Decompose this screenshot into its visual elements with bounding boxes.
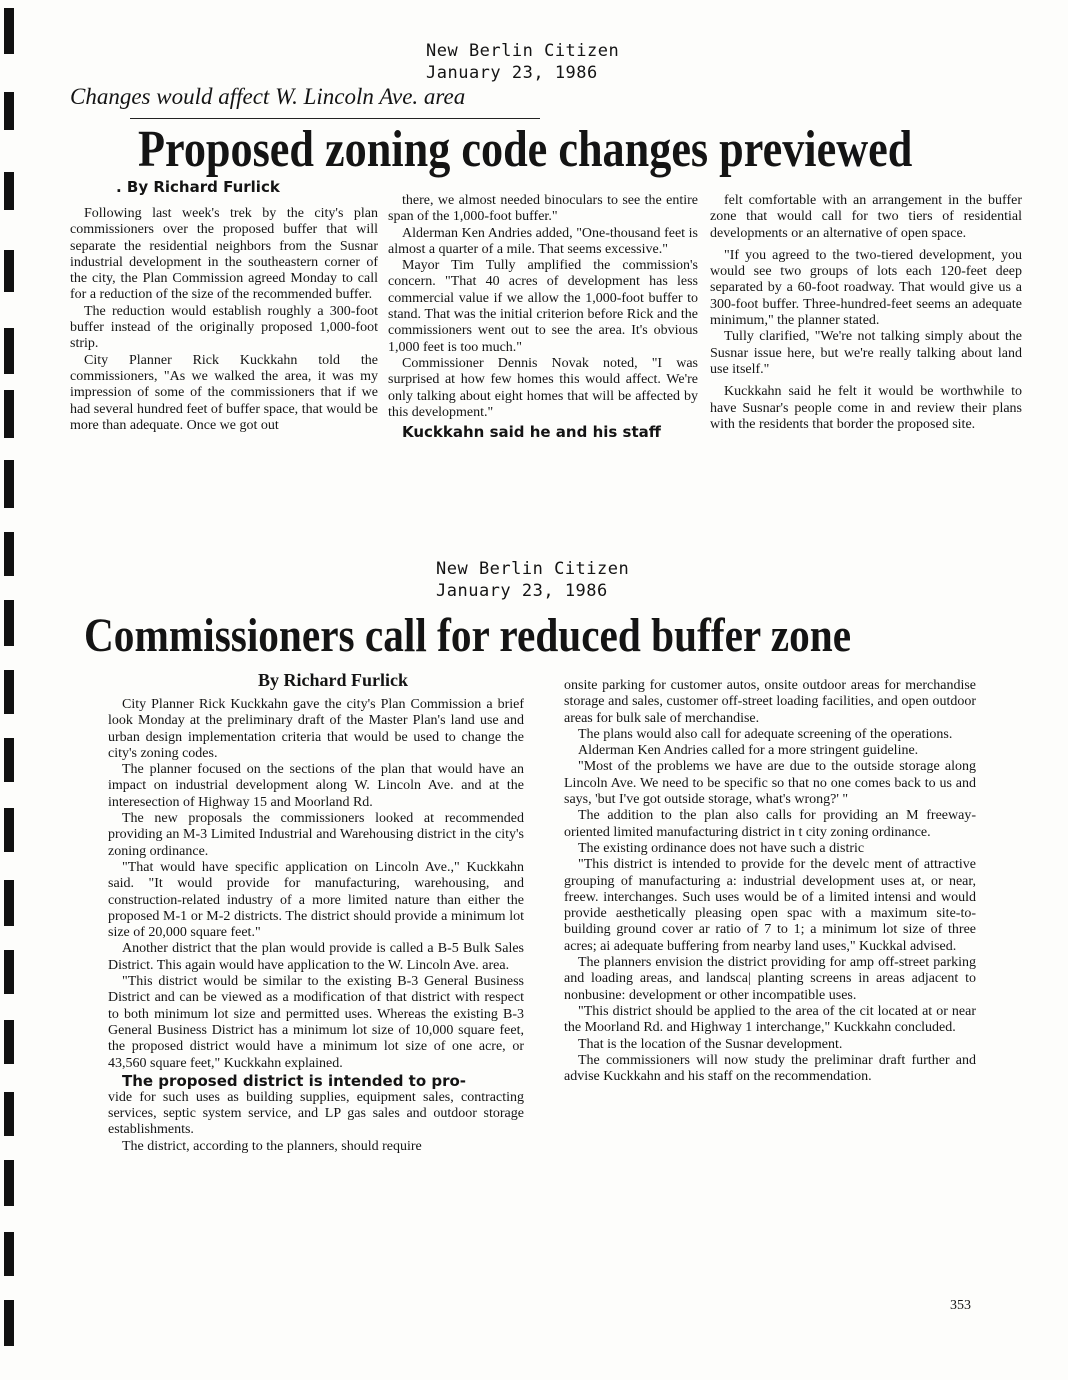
paragraph: City Planner Rick Kuckkahn told the commissioners, "As we walked the area, it was my impression of some of the commissioners that if we had several hundred feet of buffer space, that would be more than adequate. Once we got out [70,352,378,433]
paragraph: "Most of the problems we have are due to the outside storage along Lincoln Ave. We need to be specific so that no one comes back to us and says, 'but I've got outside storage, what's wrong?' " [564,759,976,808]
page-number: 353 [950,1298,971,1313]
binding-mark [4,532,14,576]
bold-lead: Kuckkahn said he and his staff [402,423,661,442]
paragraph: The district, according to the planners, should require [122,1138,422,1154]
date-label: January 23, 1986 [426,63,598,83]
paragraph: The reduction would establish roughly a 300-foot buffer instead of the originally proposed 1,000-foot strip. [70,303,378,352]
paragraph: The planners envision the district providing for amp off-street parking and loading areas, and landsca| planting screens in areas adjacent to nonbusine: development or other incompatible uses. [564,955,976,1003]
paragraph: "This district is intended to provide for the develc ment of attractive grouping of manufacturing a: industrial development uses at, or near, freew. interchanges. Such uses would be of a limited intensi and would provide aesthetically pleasing open spac with a maximum site-to-building ground cover ar ratio of 7 to 1; a minimum lot size of three acres; ai adequate buffering from nearby land uses," Kuckkal advised. [564,857,976,954]
paragraph: "This district would be similar to the existing B-3 General Business District and can be viewed as a modification of that district with respect to both minimum lot size and permitted uses. Whereas the existing B-3 General Business District has a minimum lot size of 10,000 square feet, the proposed district would have a minimum lot size of one acre, or 43,560 square feet," Kuckkahn explained. [108,974,524,1071]
paragraph: Following last week's trek by the city's plan commissioners over the proposed buffer that will separate the residential neighbors from the Susnar industrial development in the southeastern corner of the city, the Plan Commission agreed Monday to call for a reduction of the size of the recommended buffer. [70,206,378,303]
binding-mark [4,738,14,782]
binding-mark [4,460,14,508]
byline: . By Richard Furlick [116,178,280,196]
column-1 [108,697,524,1269]
paragraph: "That would have specific application on Lincoln Ave.," Kuckkahn said. "It would provide for manufacturing, warehousing, and construction-related industry of a more limited nature than either the proposed M-1 or M-2 districts. The district should provide a minimum lot size of 20,000 square feet." [108,859,524,941]
paragraph: Mayor Tim Tully amplified the commission's concern. "That 40 acres of development has less commercial value if we allow the 1,000-foot buffer to stand. That was the initial criterion before Rick and the commissioners went out to see the area. It's obvious 1,000 feet is too much." [388,258,698,355]
binding-mark [4,600,14,646]
binding-mark [4,1020,14,1064]
paragraph: The plans would also call for adequate screening of the operations. [578,726,953,742]
binding-mark [4,390,14,438]
source-label: New Berlin Citizen [436,559,630,579]
paragraph: "If you agreed to the two-tiered development, you would see two groups of lots each 120-feet deep separated by a 60-foot roadway. That would give us a 300-foot buffer. Three-hundred-feet seems an adequate minimum," the planner stated. [710,247,1022,329]
kicker: Changes would affect W. Lincoln Ave. area [70,84,466,109]
paragraph: Alderman Ken Andries called for a more stringent guideline. [578,743,919,759]
binding-mark [4,1232,14,1276]
paragraph: Alderman Ken Andries added, "One-thousand feet is almost a quarter of a mile. That seems excessive." [388,225,698,257]
binding-mark [4,328,14,374]
binding-mark [4,1300,14,1346]
paragraph: there, we almost needed binoculars to see the entire span of the 1,000-foot buffer." [388,193,698,225]
column-1 [70,206,378,496]
column-2 [564,678,976,1272]
paragraph: The commissioners will now study the preliminar draft further and advise Kuckkahn and his staff on the recommendation. [564,1052,976,1085]
source-label: New Berlin Citizen [426,41,620,61]
paragraph: felt comfortable with an arrangement in the buffer zone that would call for two tiers of residential developments or an alternative of open space. [710,193,1022,241]
binding-mark [4,880,14,926]
binding-mark [4,950,14,994]
paragraph: City Planner Rick Kuckkahn gave the city's Plan Commission a brief look Monday at the preliminary draft of the Master Plan's land use and urban design implementation criteria that would be used to change the city's zoning codes. [108,697,524,761]
binding-mark [4,8,14,54]
bold-lead: The proposed district is intended to pro- [122,1071,467,1090]
paragraph: The existing ordinance does not have such a distric [578,840,865,856]
paragraph: Commissioner Dennis Novak noted, "I was surprised at how few homes this would affect. We're only talking about eight homes that will be affected by this development." [388,355,698,420]
headline: Commissioners call for reduced buffer zone [84,609,852,662]
paragraph: The addition to the plan also calls for providing an M freeway-oriented limited manufacturing district in t city zoning ordinance. [564,808,976,840]
paragraph: onsite parking for customer autos, onsite outdoor areas for merchandise storage and sales, customer off-street loading facilities, and open outdoor areas for bulk sale of merchandise. [564,678,976,726]
column-2 [388,193,698,498]
divider [130,118,540,119]
date-label: January 23, 1986 [436,581,608,601]
headline: Proposed zoning code changes previewed [138,121,913,178]
column-3 [710,193,1022,498]
binding-mark [4,1160,14,1206]
paragraph: Another district that the plan would provide is called a B-5 Bulk Sales District. This again would have application to the W. Lincoln Ave. area. [108,941,524,973]
paragraph: vide for such uses as building supplies, equipment sales, contracting services, septic system service, and LP gas sales and outdoor storage establishments. [108,1089,524,1138]
binding-mark [4,92,14,130]
byline: By Richard Furlick [258,670,409,690]
binding-mark [4,670,14,714]
paragraph: Tully clarified, "We're not talking simply about the Susnar issue here, but we're really talking about land use itself." [710,329,1022,377]
binding-mark [4,250,14,292]
paragraph: The new proposals the commissioners looked at recommended providing an M-3 Limited Industrial and Warehousing district in the city's zoning ordinance. [108,811,524,859]
binding-mark [4,808,14,852]
paragraph: "This district should be applied to the area of the cit located at or near the Moorland Rd. and Highway 1 interchange," Kuckkahn concluded. [564,1003,976,1036]
binding-mark [4,172,14,210]
binding-mark [4,1092,14,1136]
paragraph: The planner focused on the sections of the plan that would have an impact on industrial development along W. Lincoln Ave. and at the interesection of Highway 15 and Moorland Rd. [108,762,524,810]
paragraph: That is the location of the Susnar development. [578,1036,843,1052]
paragraph: Kuckkahn said he felt it would be worthwhile to have Susnar's people come in and review their plans with the residents that border the proposed site. [710,384,1022,432]
